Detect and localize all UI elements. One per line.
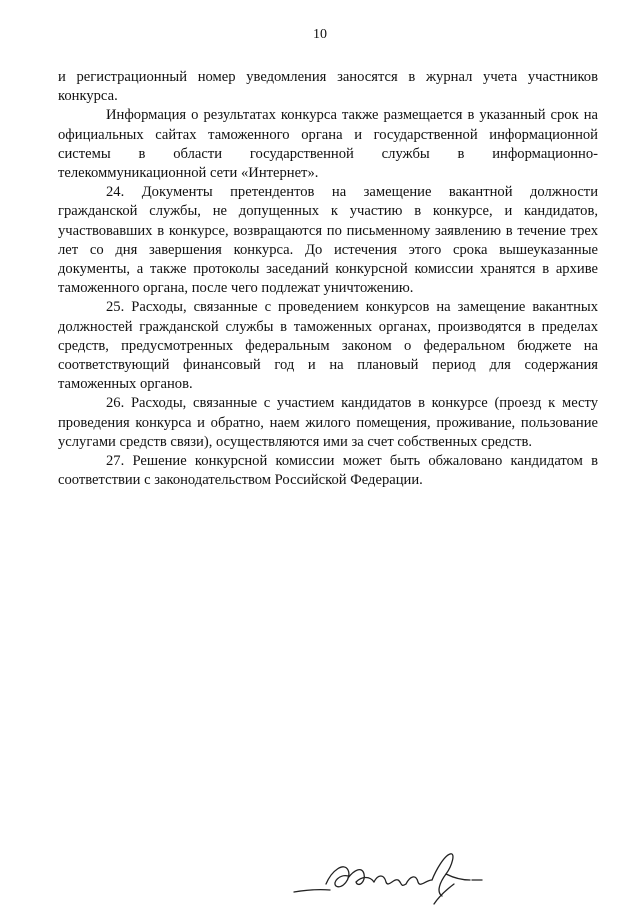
paragraph-27: 27. Решение конкурсной комиссии может быть обжаловано кандидатом в соответствии с законодательством Российской Федерации.	[58, 453, 598, 489]
signature-icon	[286, 840, 486, 910]
document-body	[58, 68, 598, 490]
page-number: 10	[313, 27, 327, 42]
paragraph-info-publication: Информация о результатах конкурса также размещается в указанный срок на официальных сайтах таможенного органа и государственной информационной системы в области государственной службы в информационно-телекоммуникационной сети «Интернет».	[58, 107, 598, 182]
paragraph-26: 26. Расходы, связанные с участием кандидатов в конкурсе (проезд к месту проведения конкурса и обратно, наем жилого помещения, проживание, пользование услугами средств связи), осуществляются ими за счет собственных средств.	[58, 395, 598, 450]
paragraph-24: 24. Документы претендентов на замещение вакантной должности гражданской службы, не допущенных к участию в конкурсе, и кандидатов, участвовавших в конкурсе, возвращаются по письменному заявлению в течение трех лет со дня завершения конкурса. До истечения этого срока вышеуказанные документы, а также протоколы заседаний конкурсной комиссии хранятся в архиве таможенного органа, после чего подлежат уничтожению.	[58, 184, 598, 297]
paragraph-continuation: и регистрационный номер уведомления заносятся в журнал учета участников конкурса.	[58, 69, 598, 105]
paragraph-25: 25. Расходы, связанные с проведением конкурсов на замещение вакантных должностей гражданской службы в таможенных органах, производятся в пределах средств, предусмотренных федеральным законом о федеральном бюджете на соответствующий финансовый год и на плановый период для содержания таможенных органов.	[58, 299, 598, 393]
